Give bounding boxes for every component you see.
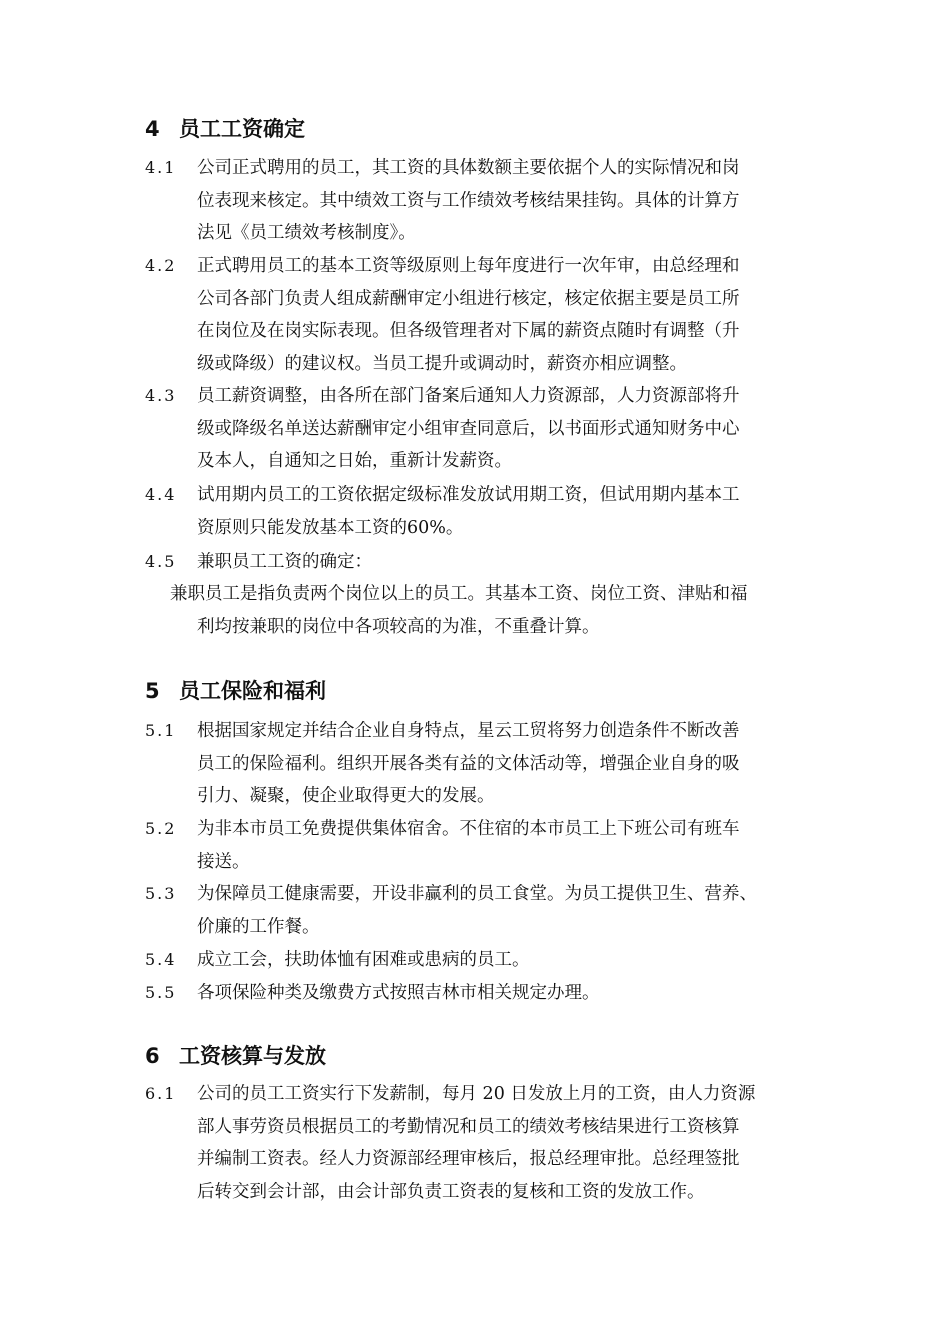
clause-line: 兼职员工工资的确定：: [197, 552, 372, 572]
clause-line: 法见《员工绩效考核制度》。: [197, 223, 416, 243]
clause-line: 员工的保险福利。组织开展各类有益的文体活动等，增强企业自身的吸: [197, 753, 740, 774]
paragraph-line: 兼职员工是指负责两个岗位以上的员工。其基本工资、岗位工资、津贴和福: [170, 584, 748, 604]
clause-number: 4.3: [145, 386, 177, 405]
clause-line: 员工薪资调整，由各所在部门备案后通知人力资源部，人力资源部将升: [197, 386, 740, 406]
section-heading: [145, 1041, 326, 1071]
section-number: 4: [145, 117, 160, 141]
section-heading: [145, 676, 326, 706]
clause-number: 5.3: [145, 884, 177, 903]
clause-number: 5.5: [145, 983, 177, 1002]
clause-line: 公司正式聘用的员工，其工资的具体数额主要依据个人的实际情况和岗: [197, 158, 740, 178]
clause-line: 价廉的工作餐。: [197, 916, 320, 937]
clause-line: 资原则只能发放基本工资的60%。: [197, 517, 464, 538]
clause-number: 4.5: [145, 552, 177, 571]
clause-line: 级或降级）的建议权。当员工提升或调动时，薪资亦相应调整。: [197, 353, 687, 374]
clause-line: 根据国家规定并结合企业自身特点，星云工贸将努力创造条件不断改善: [197, 721, 740, 741]
clause-number: 4.2: [145, 256, 177, 275]
clause-line: 级或降级名单送达薪酬审定小组审查同意后，以书面形式通知财务中心: [197, 418, 740, 439]
clause-line: 在岗位及在岗实际表现。但各级管理者对下属的薪资点随时有调整（升: [197, 321, 740, 341]
clause-number: 4.4: [145, 485, 177, 504]
paragraph-line: 利均按兼职的岗位中各项较高的为准，不重叠计算。: [197, 616, 600, 637]
section-number: 5: [145, 679, 160, 703]
clause-line: 接送。: [197, 851, 250, 872]
clause-number: 5.2: [145, 819, 177, 838]
clause-line: 各项保险种类及缴费方式按照吉林市相关规定办理。: [197, 983, 600, 1003]
section-title: 员工工资确定: [179, 117, 305, 141]
clause-number: 5.1: [145, 721, 177, 740]
clause-line: 为非本市员工免费提供集体宿舍。不住宿的本市员工上下班公司有班车: [197, 819, 740, 839]
clause-line: 成立工会，扶助体恤有困难或患病的员工。: [197, 950, 530, 970]
clause-line: 后转交到会计部，由会计部负责工资表的复核和工资的发放工作。: [197, 1181, 705, 1202]
section-number: 6: [145, 1044, 160, 1068]
section-title: 员工保险和福利: [179, 679, 326, 703]
clause-line: 并编制工资表。经人力资源部经理审核后，报总经理审批。总经理签批: [197, 1149, 740, 1169]
clause-line: 为保障员工健康需要，开设非赢利的员工食堂。为员工提供卫生、营养、: [197, 884, 757, 904]
clause-line: 及本人，自通知之日始，重新计发薪资。: [197, 451, 512, 471]
clause-line: 正式聘用员工的基本工资等级原则上每年度进行一次年审，由总经理和: [197, 256, 740, 276]
clause-line: 试用期内员工的工资依据定级标准发放试用期工资，但试用期内基本工: [197, 485, 740, 505]
section-heading: [145, 114, 305, 144]
clause-number: 6.1: [145, 1084, 177, 1103]
clause-number: 4.1: [145, 158, 177, 177]
clause-number: 5.4: [145, 950, 177, 969]
clause-line: 位表现来核定。其中绩效工资与工作绩效考核结果挂钩。具体的计算方: [197, 190, 740, 211]
clause-line: 公司的员工工资实行下发薪制，每月 20 日发放上月的工资，由人力资源: [197, 1084, 756, 1104]
section-title: 工资核算与发放: [179, 1044, 326, 1068]
clause-line: 引力、凝聚，使企业取得更大的发展。: [197, 786, 495, 806]
clause-line: 公司各部门负责人组成薪酬审定小组进行核定，核定依据主要是员工所: [197, 288, 740, 309]
clause-line: 部人事劳资员根据员工的考勤情况和员工的绩效考核结果进行工资核算: [197, 1116, 740, 1137]
